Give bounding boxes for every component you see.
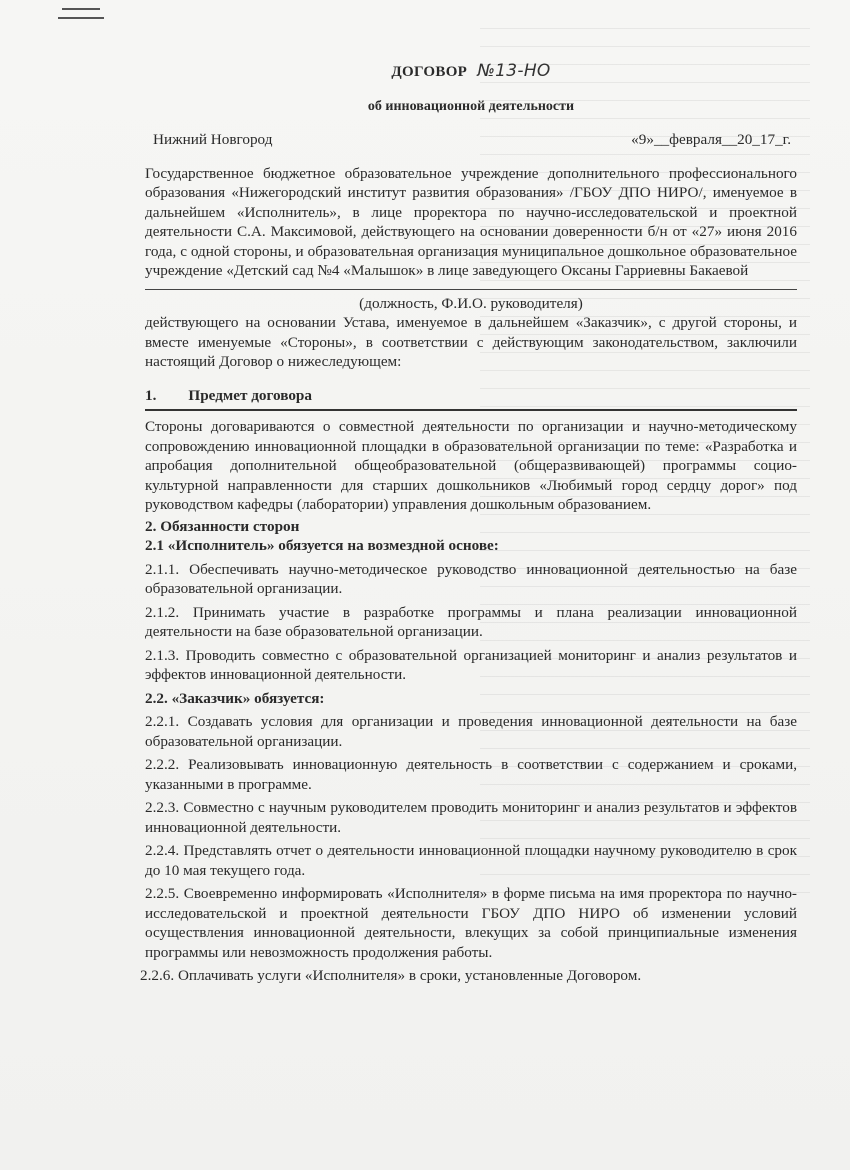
contract-date: «9»__февраля__20_17_г. xyxy=(631,131,791,148)
section-1-heading xyxy=(145,386,797,406)
subsection-2-2-heading: 2.2. «Заказчик» обязуется: xyxy=(145,689,325,707)
clause-item: 2.2.1. Создавать условия для организации и проведения инновационной деятельности на базе образовательной организации. xyxy=(145,713,797,750)
clause-item: 2.1.2. Принимать участие в разработке программы и плана реализации инновационной деятельности на базе образовательной организации. xyxy=(145,603,797,640)
contract-subtitle: об инновационной деятельности xyxy=(367,98,575,114)
title-text: ДОГОВОР xyxy=(391,64,468,80)
contract-number: №13-НО xyxy=(477,61,551,81)
section-1-text: Стороны договариваются о совместной деятельности по организации и научно-методическому сопровождению инновационной площадки в образовательной организации по теме: «Разработка и апробация дополнительной общеобразовательной (общеразвивающей) программы социо-культурной направленности для старших дошкольников «Любимый город сердцу дорог» под руководством кафедры (лаборатории) управления дошкольным образованием. xyxy=(145,418,797,513)
place-date-row xyxy=(145,130,797,150)
obligations-executor xyxy=(145,560,797,685)
clause-item: 2.2.2. Реализовывать инновационную деятельность в соответствии с содержанием и сроками, указанными в программе. xyxy=(145,756,797,793)
signature-line xyxy=(145,289,797,290)
section-2-heading: 2. Обязанности сторон xyxy=(145,517,300,535)
contract-title xyxy=(145,62,797,83)
clause-item: 2.1.1. Обеспечивать научно-методическое руководство инновационной деятельностью на базе образовательной организации. xyxy=(145,560,797,597)
city: Нижний Новгород xyxy=(153,131,273,148)
clause-item: 2.2.6. Оплачивать услуги «Исполнителя» в сроки, установленные Договором. xyxy=(140,967,642,984)
subsection-2-1-heading: 2.1 «Исполнитель» обязуется на возмездной основе: xyxy=(145,537,499,554)
clause-item: 2.1.3. Проводить совместно с образовательной организацией мониторинг и анализ результатов и эффектов инновационной деятельности. xyxy=(145,646,797,683)
intro-paragraph: Государственное бюджетное образовательное учреждение дополнительного профессионального образования «Нижегородский институт развития образования» /ГБОУ ДПО НИРО/, именуемое в дальнейшем «Исполнитель», в лице проректора по научно-исследовательской и проектной деятельности С.А. Максимовой, действующего на основании доверенности б/н от «27» июня 2016 года, с одной стороны, и образовательная организация муниципальное дошкольное образовательное учреждение «Детский сад №4 «Малышок» в лице заведующего Оксаны Гарриевны Бакаевой xyxy=(145,164,797,279)
position-caption: (должность, Ф.И.О. руководителя) xyxy=(359,294,583,312)
obligations-customer xyxy=(140,712,797,986)
clause-item: 2.2.4. Представлять отчет о деятельности инновационной площадки научному руководителю в срок до 10 мая текущего года. xyxy=(145,842,797,879)
scan-mark xyxy=(58,17,104,19)
clause-item: 2.2.3. Совместно с научным руководителем проводить мониторинг и анализ результатов и эффектов инновационной деятельности. xyxy=(145,799,797,836)
section-1-title: Предмет договора xyxy=(188,386,312,404)
section-1-number: 1. xyxy=(145,386,157,404)
section-divider xyxy=(145,409,797,411)
clause-item: 2.2.5. Своевременно информировать «Исполнителя» в форме письма на имя проректора по научно-исследовательской и проектной деятельности ГБОУ ДПО НИРО об изменении условий осуществления инновационной деятельности, влекущих за собой принципиальные изменения программы или невозможность продолжения работы. xyxy=(145,885,797,961)
contract-body xyxy=(140,50,797,986)
acting-paragraph: действующего на основании Устава, именуемое в дальнейшем «Заказчик», с другой стороны, и вместе именуемые «Стороны», в соответствии с действующим законодательством, заключили настоящий Договор о нижеследующем: xyxy=(145,314,797,370)
scan-mark xyxy=(62,8,100,10)
